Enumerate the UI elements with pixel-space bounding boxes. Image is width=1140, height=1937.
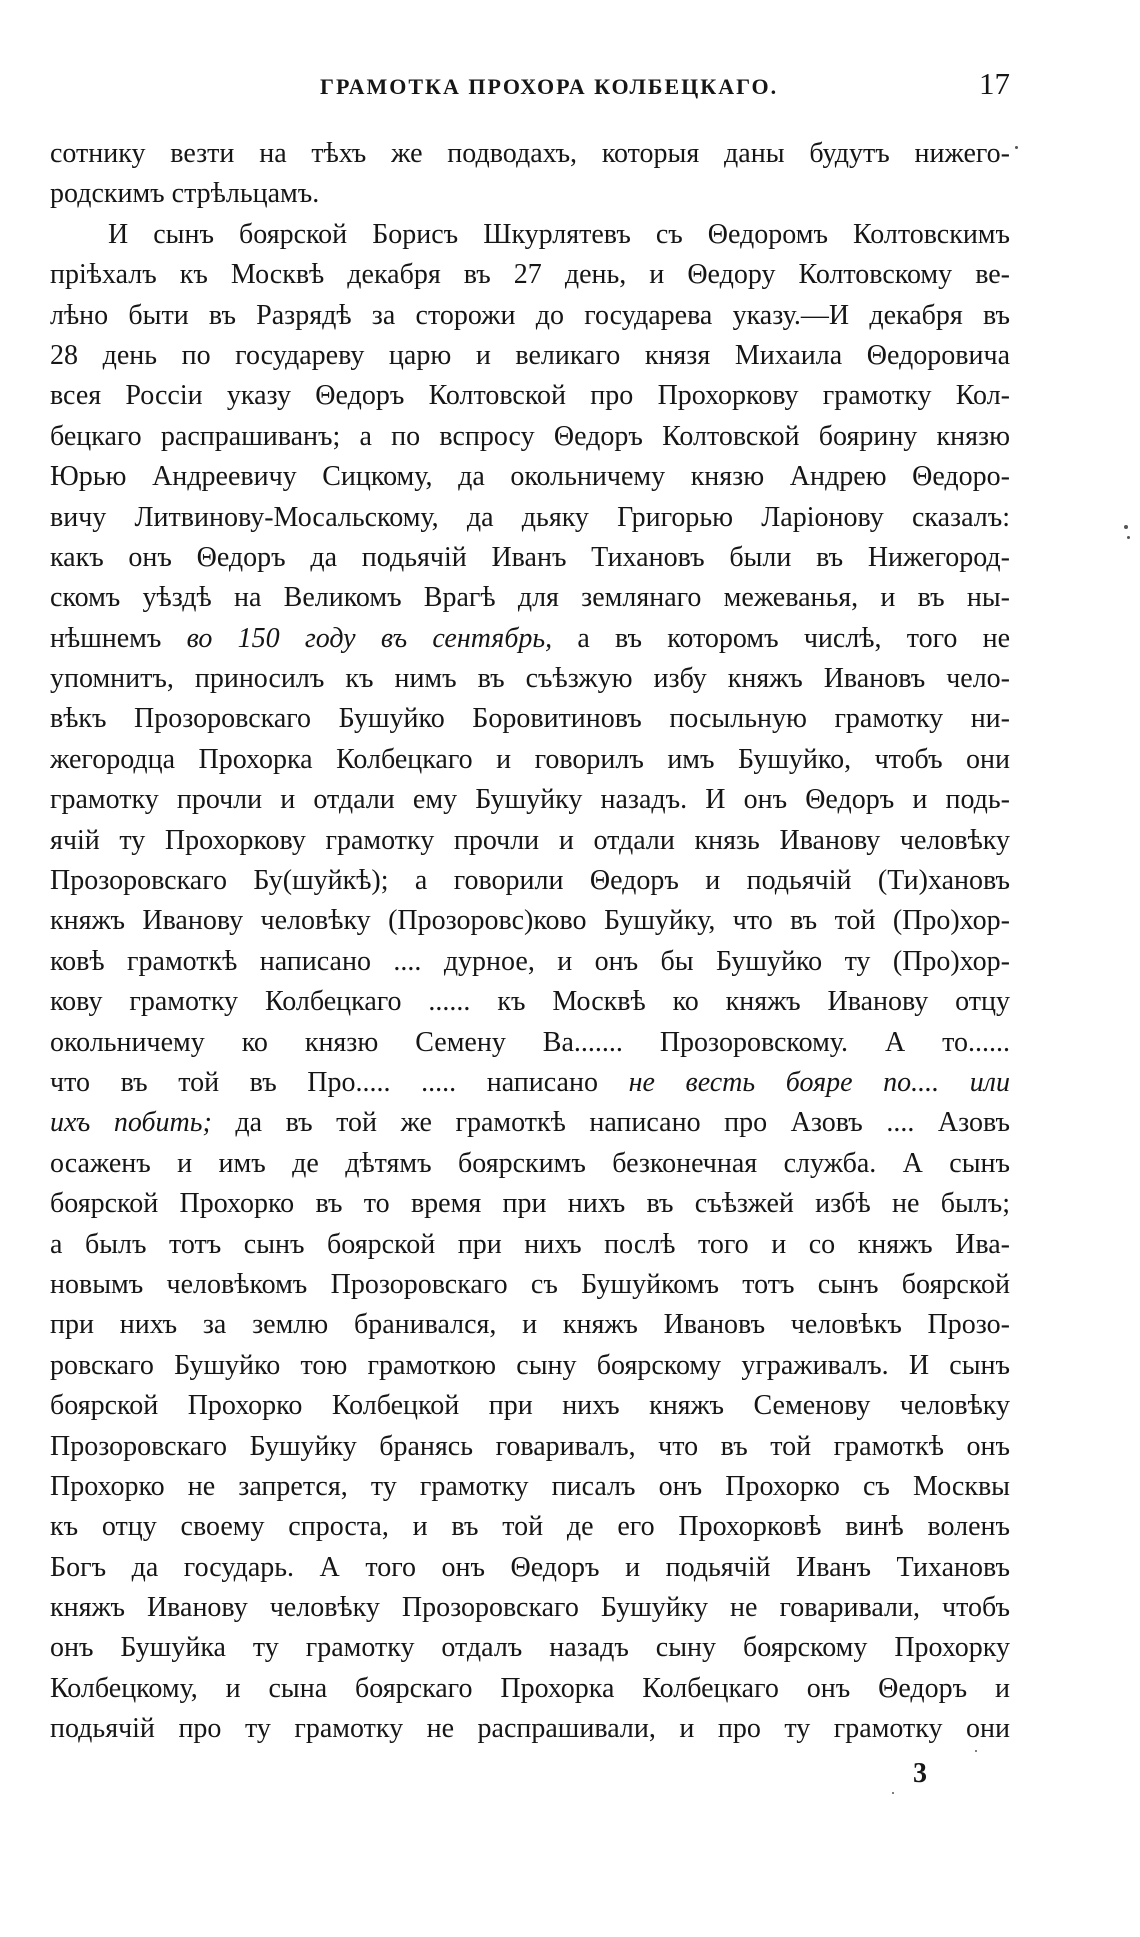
- text-line: онъ Бушуйка ту грамотку отдалъ назадъ сыну боярскому Прохорку: [50, 1632, 1010, 1664]
- text-line: бецкаго распрашиванъ; а по вспросу Θедоръ Колтовской боярину князю: [50, 420, 1010, 452]
- text-line: къ отцу своему спроста, и въ той де его Прохорковѣ винѣ воленъ: [50, 1511, 1010, 1543]
- text-line: какъ онъ Θедоръ да подьячій Иванъ Тихановъ были въ Нижегород-: [50, 541, 1010, 573]
- printing-speck: [1124, 525, 1128, 529]
- page-number: 17: [979, 66, 1010, 101]
- text-line: [50, 1063, 1010, 1103]
- running-title: ГРАМОТКА ПРОХОРА КОЛБЕЦКАГО.: [320, 74, 779, 99]
- text-line: княжъ Иванову человѣку Прозоровскаго Бушуйку не говаривали, чтобъ: [50, 1592, 1010, 1624]
- text-line: боярской Прохорко въ то время при нихъ въ съѣзжей избѣ не былъ;: [50, 1188, 1010, 1220]
- text-line: И сынъ боярской Борисъ Шкурлятевъ съ Θедоромъ Колтовскимъ: [108, 218, 1010, 250]
- printing-speck: [975, 1750, 977, 1752]
- text-line: кову грамотку Колбецкаго ...... къ Москвѣ ко княжъ Иванову отцу: [50, 986, 1010, 1018]
- text-line: скомъ уѣздѣ на Великомъ Врагѣ для землянаго межеванья, и въ ны-: [50, 582, 1010, 614]
- text-line: 28 день по государеву царю и великаго князя Михаила Θедоровича: [50, 339, 1010, 371]
- text-line: ячій ту Прохоркову грамотку прочли и отдали князь Иванову человѣку: [50, 824, 1010, 856]
- body-text: [50, 134, 1010, 1750]
- text-line: ковѣ грамоткѣ написано .... дурное, и онъ бы Бушуйко ту (Про)хор-: [50, 945, 1010, 977]
- text-line: ровскаго Бушуйко тою грамоткою сыну боярскому уграживалъ. И сынъ: [50, 1349, 1010, 1381]
- text-line: грамотку прочли и отдали ему Бушуйку назадъ. И онъ Θедоръ и подь-: [50, 784, 1010, 816]
- printing-speck: [1127, 536, 1130, 539]
- text-run: нѣшнемъ: [50, 622, 187, 654]
- text-line: Юрью Андреевичу Сицкому, да окольничему князю Андрею Θедоро-: [50, 461, 1010, 493]
- text-line: сотнику везти на тѣхъ же подводахъ, которыя даны будутъ нижего-: [50, 138, 1010, 169]
- text-line: боярской Прохорко Колбецкой при нихъ княжъ Семенову человѣку: [50, 1390, 1010, 1422]
- text-line: пріѣхалъ къ Москвѣ декабря въ 27 день, и Θедору Колтовскому ве-: [50, 259, 1010, 291]
- text-line: а былъ тотъ сынъ боярской при нихъ послѣ того и со княжъ Ива-: [50, 1228, 1010, 1260]
- text-line: при нихъ за землю бранивался, и княжъ Ивановъ человѣкъ Прозо-: [50, 1309, 1010, 1341]
- text-line: Прохорко не запрется, ту грамотку писалъ онъ Прохорко съ Москвы: [50, 1470, 1010, 1502]
- text-line: Колбецкому, и сына боярскаго Прохорка Колбецкаго онъ Θедоръ и: [50, 1672, 1010, 1704]
- text-line: Богъ да государь. А того онъ Θедоръ и подьячій Иванъ Тихановъ: [50, 1551, 1010, 1583]
- text-line: лѣно быти въ Разрядѣ за сторожи до государева указу.—И декабря въ: [50, 299, 1010, 331]
- text-line: жегородца Прохорка Колбецкаго и говорилъ имъ Бушуйко, чтобъ они: [50, 743, 1010, 775]
- italic-run: во 150 году въ сентябрь,: [186, 622, 553, 654]
- text-line: [50, 619, 1010, 659]
- printing-speck: [1015, 146, 1018, 149]
- italic-run: ихъ побить;: [50, 1107, 212, 1139]
- italic-run: не весть бояре по.... или: [628, 1066, 1010, 1098]
- text-line: вѣкъ Прозоровскаго Бушуйко Боровитиновъ посыльную грамотку ни-: [50, 703, 1010, 735]
- text-line: вичу Литвинову-Мосальскому, да дьяку Григорью Ларіонову сказалъ:: [50, 501, 1010, 533]
- signature-mark: 3: [913, 1758, 927, 1789]
- text-line: княжъ Иванову человѣку (Прозоровс)ково Бушуйку, что въ той (Про)хор-: [50, 905, 1010, 937]
- text-line: подьячій про ту грамотку не распрашивали, и про ту грамотку они: [50, 1713, 1010, 1745]
- text-line: Прозоровскаго Бу(шуйкѣ); а говорили Θедоръ и подьячій (Ти)хановъ: [50, 865, 1010, 897]
- text-line: окольничему ко князю Семену Ва....... Прозоровскому. А то......: [50, 1026, 1010, 1058]
- text-line: родскимъ стрѣльцамъ.: [50, 178, 320, 210]
- text-run: а въ которомъ числѣ, того не: [552, 622, 1010, 654]
- text-run: да въ той же грамоткѣ написано про Азовъ .... Азовъ: [211, 1107, 1010, 1139]
- printing-speck: [892, 1792, 894, 1794]
- running-head: [50, 66, 1010, 106]
- text-line: [50, 1103, 1010, 1143]
- text-line: упомнитъ, приносилъ къ нимъ въ съѣзжую избу княжъ Ивановъ чело-: [50, 663, 1010, 695]
- text-line: осаженъ и имъ де дѣтямъ боярскимъ безконечная служба. А сынъ: [50, 1147, 1010, 1179]
- text-line: Прозоровскаго Бушуйку бранясь говаривалъ, что въ той грамоткѣ онъ: [50, 1430, 1010, 1462]
- text-run: что въ той въ Про..... ..... написано: [50, 1066, 629, 1098]
- text-line: новымъ человѣкомъ Прозоровскаго съ Бушуйкомъ тотъ сынъ боярской: [50, 1268, 1010, 1300]
- text-line: всея Россіи указу Θедоръ Колтовской про Прохоркову грамотку Кол-: [50, 380, 1010, 412]
